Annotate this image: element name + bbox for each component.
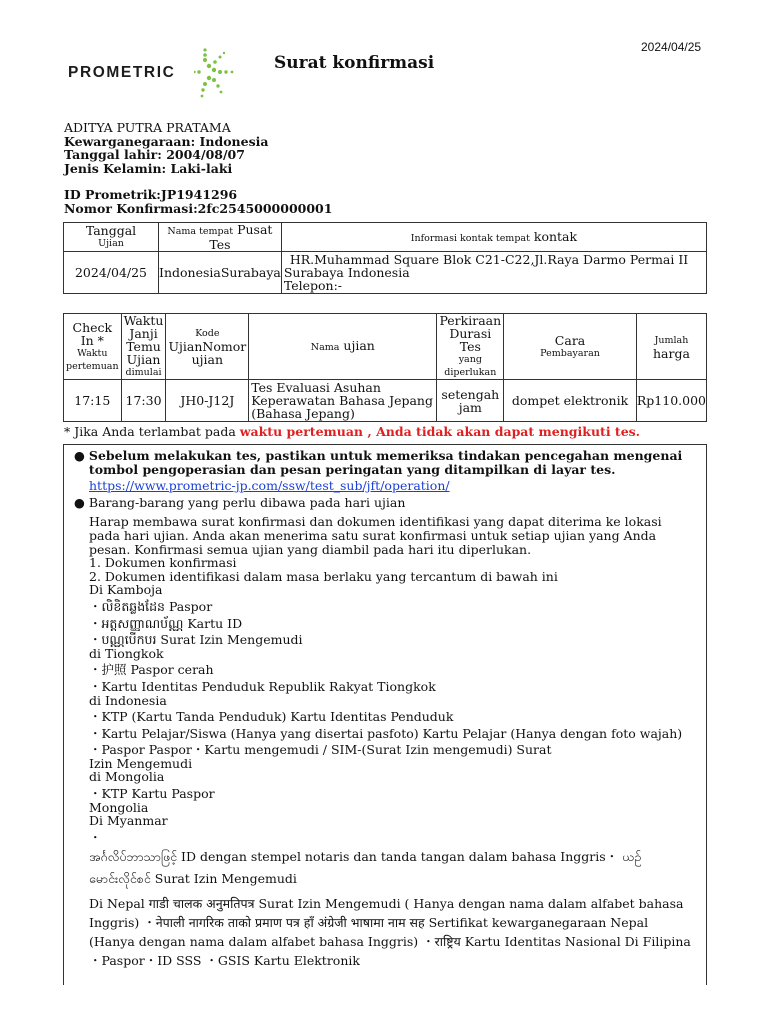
prometric-id: ID Prometrik:JP1941296 [64, 187, 238, 202]
operation-guide-link[interactable]: https://www.prometric-jp.com/ssw/test_sub/jft/operation/ [89, 478, 450, 494]
venue-name: IndonesiaSurabaya [159, 252, 282, 294]
candidate-name: ADITYA PUTRA PRATAMA [64, 120, 231, 135]
id-item: ・ [89, 829, 102, 845]
exam-name: Tes Evaluasi Asuhan Keperawatan Bahasa Jepang (Bahasa Jepang) [249, 380, 437, 422]
header-checkin: Check In * Waktu pertemuan [64, 314, 122, 380]
exam-price: Rp110.000 [636, 380, 706, 422]
late-warning: waktu pertemuan , Anda tidak akan dapat mengikuti tes. [239, 424, 641, 439]
header-price: Jumlah harga [636, 314, 706, 380]
exam-duration: setengah jam [437, 380, 504, 422]
header-time: Waktu Janji Temu Ujian dimulai [121, 314, 166, 380]
header-code: Kode UjianNomor ujian [166, 314, 249, 380]
birth-date: Tanggal lahir: 2004/08/07 [64, 147, 245, 163]
country-heading: Di Myanmar [89, 813, 168, 829]
candidate-ids [64, 188, 332, 216]
notice-line: 2. Dokumen identifikasi dalam masa berlaku yang tercantum di bawah ini [89, 568, 558, 584]
venue-table [63, 222, 707, 294]
exam-date: 2024/04/25 [64, 252, 159, 294]
id-item: ・លិខិតឆ្លងដែន Paspor [89, 598, 213, 614]
id-item: ・护照 Paspor cerah [89, 662, 214, 678]
notice-line: 1. Dokumen konfirmasi [89, 555, 237, 571]
id-item: ・បណ្ណបើកបរ Surat Izin Mengemudi [89, 632, 303, 648]
header-duration: Perkiraan Durasi Tes yang diperlukan [437, 314, 504, 380]
payment-method: dompet elektronik [504, 380, 637, 422]
id-requirements [89, 515, 696, 969]
checkin-time: 17:15 [64, 380, 122, 422]
page-title: Surat konfirmasi [274, 53, 435, 73]
id-item: ・Kartu Pelajar/Siswa (Hanya yang disertai pasfoto) Kartu Pelajar (Hanya dengan foto wajah) [89, 725, 683, 741]
gender: Jenis Kelamin: Laki-laki [64, 160, 233, 176]
venue-address-line2: Surabaya Indonesia [283, 265, 410, 280]
id-item: မောင်းလိုင်စင် Surat Izin Mengemudi [89, 871, 297, 887]
id-item: ・KTP Kartu Paspor Mongolia [89, 786, 215, 815]
country-heading: di Tiongkok [89, 645, 164, 661]
late-notice: * Jika Anda terlambat pada waktu pertemuan , Anda tidak akan dapat mengikuti tes. [64, 424, 641, 439]
country-heading: di Mongolia [89, 769, 165, 785]
venue-contact [281, 252, 706, 294]
issue-date: 2024/04/25 [641, 40, 702, 54]
id-item: အင်္ဂလိပ်ဘာသာဖြင့် ID dengan stempel notaris dan tanda tangan dalam bahasa Inggris・ ယဉ် [89, 849, 642, 865]
venue-phone: Telepon:- [283, 278, 343, 293]
nationality: Kewarganegaraan: Indonesia [64, 133, 269, 149]
start-time: 17:30 [121, 380, 166, 422]
exam-table [63, 313, 707, 422]
notice-point-2: ● Barang-barang yang perlu dibawa pada hari ujian [74, 494, 406, 510]
header-date: Tanggal Ujian [64, 223, 159, 252]
id-item: ・Paspor Paspor・Kartu mengemudi / SIM-(Surat Izin mengemudi) Surat Izin Mengemudi [89, 742, 552, 771]
venue-address-line1: HR.Muhammad Square Blok C21-C22,Jl.Raya Darmo Permai II [289, 252, 689, 267]
id-item: ・KTP (Kartu Tanda Penduduk) Kartu Identitas Penduduk [89, 709, 454, 725]
prometric-logo [68, 44, 238, 102]
logo-burst-icon [194, 44, 238, 102]
candidate-info [64, 121, 269, 175]
logo-text: PROMETRIC [68, 64, 176, 81]
header-exam-name: Nama ujian [249, 314, 437, 380]
notice-paragraph: Harap membawa surat konfirmasi dan dokumen identifikasi yang dapat diterima ke lokasi pada hari ujian. Anda akan menerima satu surat konfirmasi untuk setiap ujian yang Anda pesan. Konfirmasi semua ujian yang diambil pada hari itu diperlukan. [89, 514, 662, 557]
country-heading: Di Kamboja [89, 582, 163, 598]
notice-content [74, 449, 696, 970]
id-item: ・Kartu Identitas Penduduk Republik Rakyat Tiongkok [89, 678, 436, 694]
id-item: ・អត្តសញ្ញាណប័ណ្ណ Kartu ID [89, 615, 243, 631]
id-item-nepal: Di Nepal गाडी चालक अनुमतिपत्र Surat Izin Mengemudi ( Hanya dengan nama dalam alfabet bahasa Inggris) ・नेपाली नागरिक ताको प्रमाण पत्र हाँ अंग्रेजी भाषामा नाम सह Sertifikat kewarganegaraan Nepal (Hanya dengan nama dalam alfabet bahasa Inggris) ・राष्ट्रिय Kartu Identitas Nasional Di Filipina ・Paspor・ID SSS ・GSIS Kartu Elektronik [89, 895, 691, 968]
notice-box [63, 444, 707, 985]
exam-code: JH0-J12J [166, 380, 249, 422]
confirmation-number: Nomor Konfirmasi:2fc2545000000001 [64, 201, 333, 216]
header-venue: Nama tempat Pusat Tes [159, 223, 282, 252]
header-contact: Informasi kontak tempat kontak [281, 223, 706, 252]
country-heading: di Indonesia [89, 692, 167, 708]
notice-point-1: ● Sebelum melakukan tes, pastikan untuk memeriksa tindakan pencegahan mengenai tombol pengoperasian dan pesan peringatan yang ditampilkan di layar tes. [74, 448, 683, 477]
header-payment: Cara Pembayaran [504, 314, 637, 380]
